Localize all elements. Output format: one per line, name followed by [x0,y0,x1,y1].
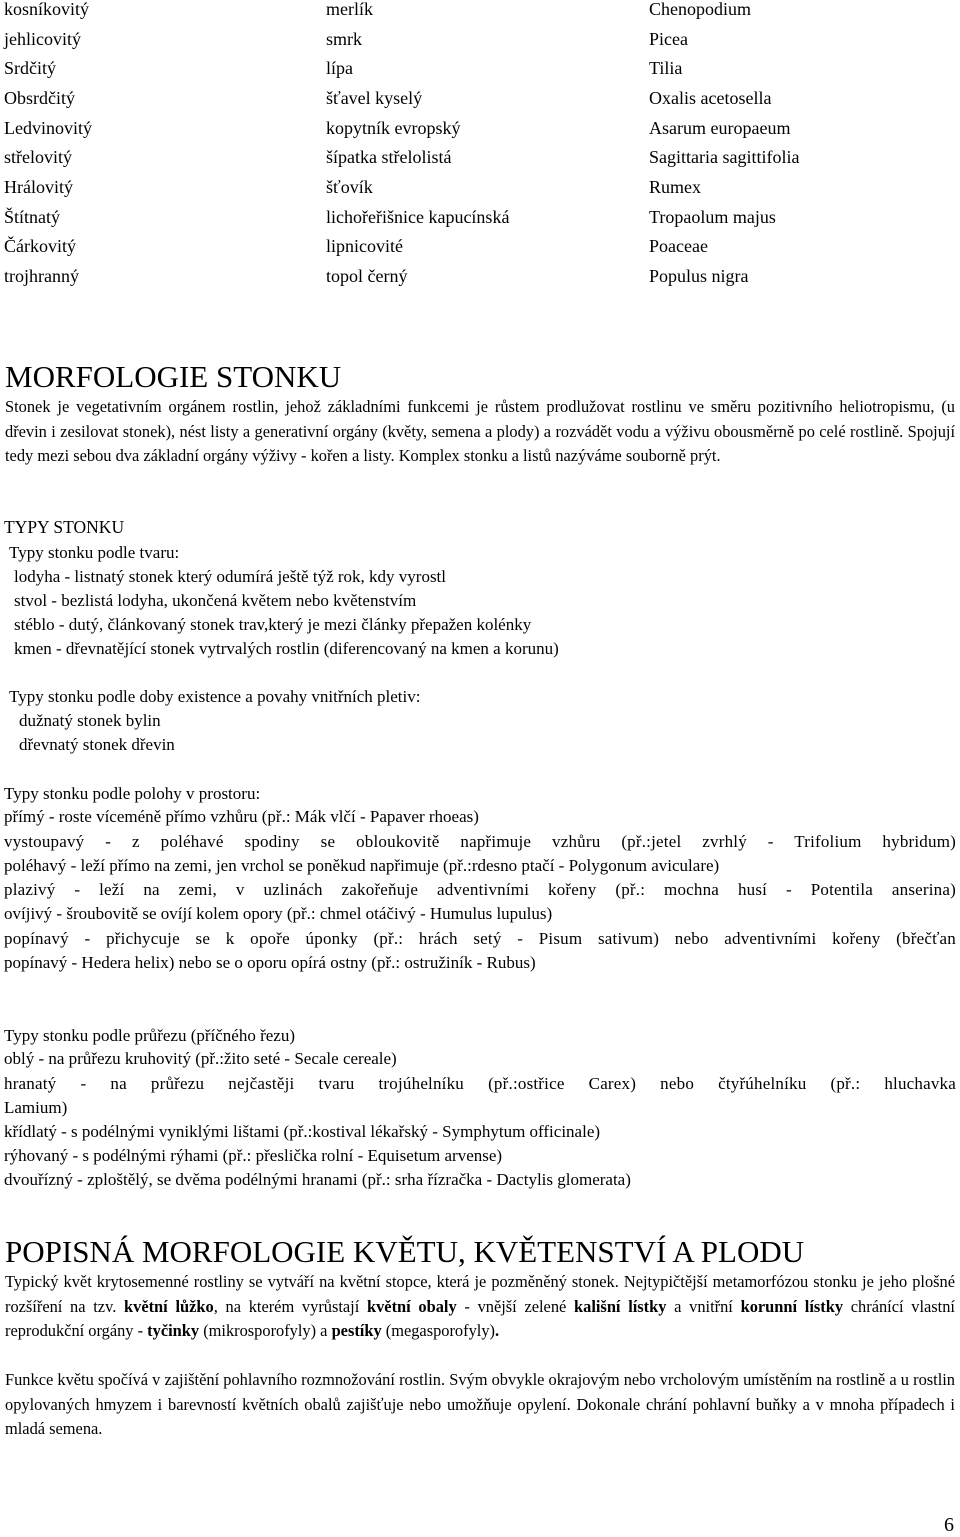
latin-name: Tilia [649,58,683,78]
list-item: dvouřízný - zploštělý, se dvěma podélnými hranami (př.: srha řízračka - Dactylis glomerata) [4,1170,631,1189]
text-run: chránící vlastní reprodukční orgány - [5,1296,955,1340]
term-perianth: květní obaly [367,1296,457,1316]
latin-name: Asarum europaeum [649,118,791,138]
list-item: oblý - na průřezu kruhovitý (př.:žito seté - Secale cereale) [4,1049,397,1068]
latin-name: Chenopodium [649,0,751,19]
text-run: (megasporofyly) [381,1321,495,1340]
leaf-shape: Hrálovitý [4,177,73,197]
list-item: stvol - bezlistá lodyha, ukončená květem nebo květenstvím [14,591,417,610]
term-sepals: kališní lístky [574,1296,667,1316]
stem-types-heading: TYPY STONKU [4,517,125,537]
leaf-shape: Srdčitý [4,58,56,78]
table-row [0,206,960,236]
list-item: dřevnatý stonek dřevin [19,735,175,754]
flower-morphology-heading: POPISNÁ MORFOLOGIE KVĚTU, KVĚTENSTVÍ A PLODU [5,1234,805,1269]
leaf-shape: Obsrdčitý [4,88,75,108]
list-item: stéblo - dutý, článkovaný stonek trav,který je mezi články přepažen kolénky [14,615,532,634]
latin-name: Rumex [649,177,701,197]
latin-name: Populus nigra [649,266,749,286]
latin-name: Oxalis acetosella [649,88,772,108]
list-item: přímý - roste víceméně přímo vzhůru (př.: Mák vlčí - Papaver rhoeas) [4,807,479,826]
czech-name: šťavel kyselý [326,88,423,108]
text-run: a vnitřní [666,1296,741,1316]
leaf-shape: Štítnatý [4,207,61,227]
table-row [0,0,960,28]
latin-name: Sagittaria sagittifolia [649,147,800,167]
list-item: ovíjivý - šroubovitě se ovíjí kolem opory (př.: chmel otáčivý - Humulus lupulus) [4,904,553,923]
czech-name: lípa [326,58,353,78]
stem-intro-paragraph: Stonek je vegetativním orgánem rostlin, jehož základními funkcemi je růstem prodlužovat rostlinu ve směru pozitivního heliotropismu, (u dřevin i zesilovat stonek), nést listy a generativní orgány (květy, semena a plody) a rozvádět vodu a výživu obousměrně po celé rostlině. Spojují tedy mezi sebou dva základní orgány výživy - kořen a listy. Komplex stonku a listů nazýváme souborně prýt. [5,397,955,465]
page-number: 6 [944,1514,954,1536]
term-pistils: pestíky [331,1321,382,1340]
position-types-heading: Typy stonku podle polohy v prostoru: [4,784,261,803]
list-item: lodyha - listnatý stonek který odumírá ještě týž rok, kdy vyrostl [14,567,447,586]
czech-name: merlík [326,0,373,19]
flower-function-paragraph: Funkce květu spočívá v zajištění pohlavního rozmnožování rostlin. Svým obvykle okrajovým nebo vrcholovým umístěním na rostlině a u rostlin opylovaných hmyzem i barevností květních obalů zajišťuje nebo umožňuje opylení. Dokonale chrání pohlavní buňky a v mnoha případech i mladá semena. [5,1370,955,1438]
list-item: kmen - dřevnatějící stonek vytrvalých rostlin (diferencovaný na kmen a korunu) [14,639,559,658]
list-item: rýhovaný - s podélnými rýhami (př.: přeslička rolní - Equisetum arvense) [4,1146,503,1165]
term-petals: korunní lístky [740,1296,844,1316]
text-run: , na kterém vyrůstají [213,1296,367,1316]
text-run: . [495,1321,500,1340]
czech-name: lipnicovité [326,236,403,256]
text-run: - vnější zelené [456,1296,575,1316]
leaf-shape: kosníkovitý [4,0,90,19]
list-item: křídlatý - s podélnými vyniklými lištami (př.:kostival lékařský - Symphytum officinale) [4,1122,601,1141]
list-item: Lamium) [4,1098,68,1117]
czech-name: šťovík [326,177,373,197]
table-row [0,265,960,295]
table-row [0,117,960,147]
czech-name: topol černý [326,266,408,286]
leaf-shape: trojhranný [4,266,79,286]
czech-name: šípatka střelolistá [326,147,452,167]
list-item: hranatý - na průřezu nejčastěji tvaru trojúhelníku (př.:ostřice Carex) nebo čtyřúhelníku (př.: hluchavka [4,1074,956,1093]
list-item: popínavý - Hedera helix) nebo se o oporu opírá ostny (př.: ostružiník - Rubus) [4,953,536,972]
list-item: dužnatý stonek bylin [19,711,161,730]
leaf-shape: střelovitý [4,147,72,167]
table-row [0,28,960,58]
list-item: plazivý - leží na zemi, v uzlinách zakořeňuje adventivními kořeny (př.: mochna husí - Potentila anserina) [4,880,956,899]
duration-types-heading: Typy stonku podle doby existence a povahy vnitřních pletiv: [9,687,421,706]
term-stamens: tyčinky [147,1321,200,1340]
flower-paragraph [5,1270,955,1344]
section-types-heading: Typy stonku podle průřezu (příčného řezu) [4,1026,296,1045]
shape-types-heading: Typy stonku podle tvaru: [9,543,180,562]
text-run: Typický květ krytosemenné rostliny se vytváří na květní stopce, která je pozměněný stonek. Nejtypičtější metamorfózou stonku je jeho plošné rozšíření na tzv. [5,1272,955,1316]
list-item: poléhavý - leží přímo na zemi, jen vrchol se poněkud napřimuje (př.:rdesno ptačí - Polygonum aviculare) [4,856,720,875]
latin-name: Picea [649,29,688,49]
stem-morphology-heading: MORFOLOGIE STONKU [5,359,342,394]
list-item: popínavý - přichycuje se k opoře úponky (př.: hrách setý - Pisum sativum) nebo adventivními kořeny (břečťan [4,929,956,948]
table-row [0,176,960,206]
table-row [0,87,960,117]
czech-name: lichořeřišnice kapucínská [326,207,510,227]
czech-name: smrk [326,29,362,49]
leaf-shape: Čárkovitý [4,236,76,256]
czech-name: kopytník evropský [326,118,461,138]
leaf-shape: jehlicovitý [4,29,81,49]
latin-name: Tropaolum majus [649,207,776,227]
table-row [0,235,960,265]
table-row [0,57,960,87]
term-flower-receptacle: květní lůžko [124,1296,214,1316]
table-row [0,146,960,176]
list-item: vystoupavý - z poléhavé spodiny se obloukovitě napřimuje vzhůru (př.:jetel zvrhlý - Trifolium hybridum) [4,832,956,851]
leaf-shape: Ledvinovitý [4,118,92,138]
latin-name: Poaceae [649,236,708,256]
text-run: (mikrosporofyly) a [199,1321,332,1340]
